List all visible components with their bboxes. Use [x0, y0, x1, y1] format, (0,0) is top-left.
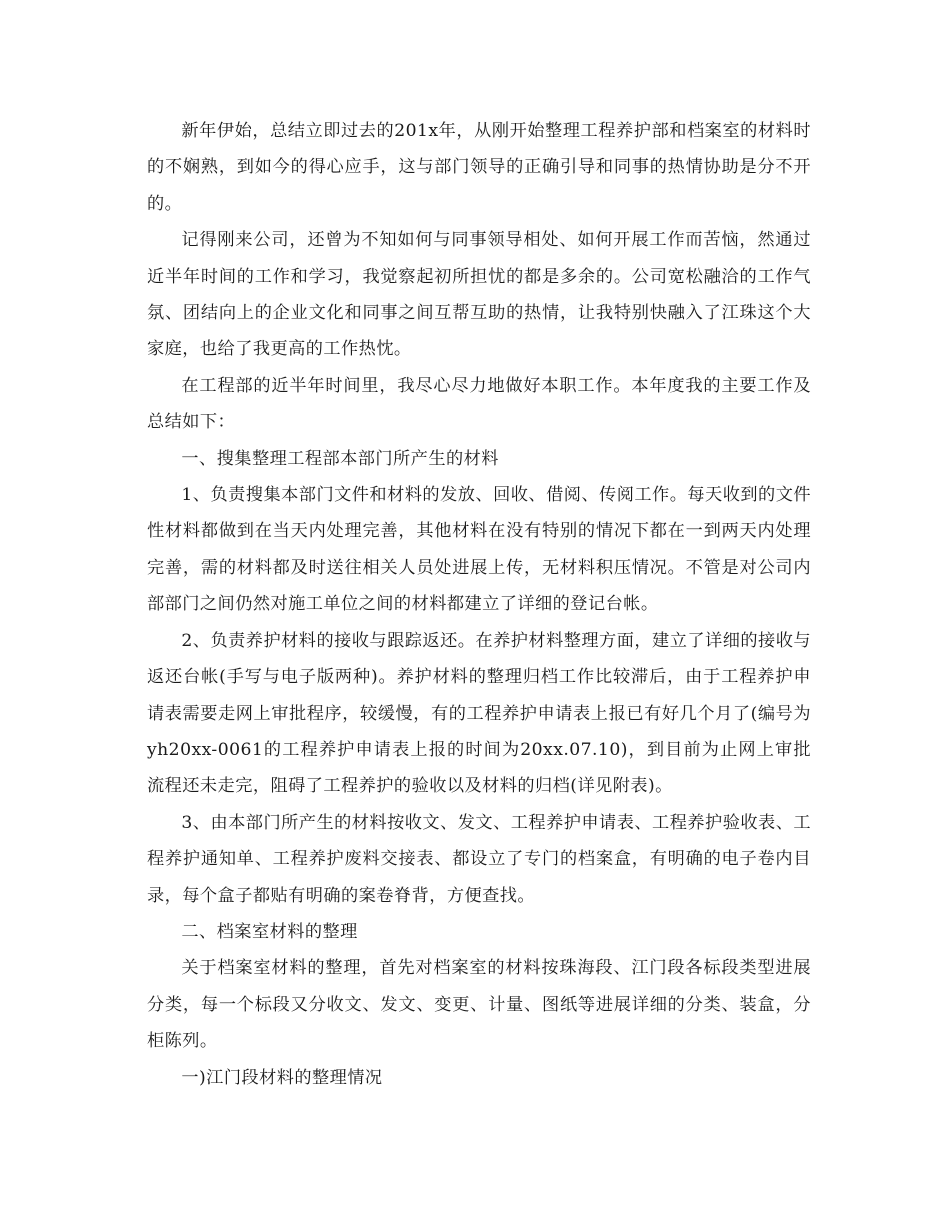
section-heading-1: 一、搜集整理工程部本部门所产生的材料: [181, 448, 499, 469]
paragraph-archive-organization: 关于档案室材料的整理，首先对档案室的材料按珠海段、江门段各标段类型进展分类，每一个标段又分收文、发文、变更、计量、图纸等进展详细的分类、装盒，分柜陈列。: [147, 958, 811, 1052]
paragraph-joining-company: 记得刚来公司，还曾为不知如何与同事领导相处、如何开展工作而苦恼，然通过近半年时间的工作和学习，我觉察起初所担忧的都是多余的。公司宽松融洽的工作气氛、团结向上的企业文化和同事之间互帮互助的热情，让我特别快融入了江珠这个大家庭，也给了我更高的工作热忱。: [147, 230, 811, 360]
paragraph-item-2: 2、负责养护材料的接收与跟踪返还。在养护材料整理方面，建立了详细的接收与返还台帐(手写与电子版两种)。养护材料的整理归档工作比较滞后，由于工程养护申请表需要走网上审批程序，较缓慢，有的工程养护申请表上报已有好几个月了(编号为yh20xx-0061的工程养护申请表上报的时间为20xx.07.10)，到目前为止网上审批流程还未走完，阻碍了工程养护的验收以及材料的归档(详见附表)。: [147, 630, 811, 797]
section-heading-2: 二、档案室材料的整理: [181, 921, 358, 942]
paragraph-item-1: 1、负责搜集本部门文件和材料的发放、回收、借阅、传阅工作。每天收到的文件性材料都做到在当天内处理完善，其他材料在没有特别的情况下都在一到两天内处理完善，需的材料都及时送往相关人员处进展上传，无材料积压情况。不管是对公司内部部门之间仍然对施工单位之间的材料都建立了详细的登记台帐。: [147, 485, 811, 615]
paragraph-intro: 新年伊始，总结立即过去的201x年，从刚开始整理工程养护部和档案室的材料时的不娴熟，到如今的得心应手，这与部门领导的正确引导和同事的热情协助是分不开的。: [147, 121, 811, 214]
subsection-heading-jiangmen: 一)江门段材料的整理情况: [181, 1067, 383, 1088]
paragraph-item-3: 3、由本部门所产生的材料按收文、发文、工程养护申请表、工程养护验收表、工程养护通知单、工程养护废料交接表、都设立了专门的档案盒，有明确的电子卷内目录，每个盒子都贴有明确的案卷脊背，方便查找。: [147, 812, 811, 906]
paragraph-work-summary-intro: 在工程部的近半年时间里，我尽心尽力地做好本职工作。本年度我的主要工作及总结如下：: [147, 375, 811, 433]
document-body: [147, 113, 811, 1096]
